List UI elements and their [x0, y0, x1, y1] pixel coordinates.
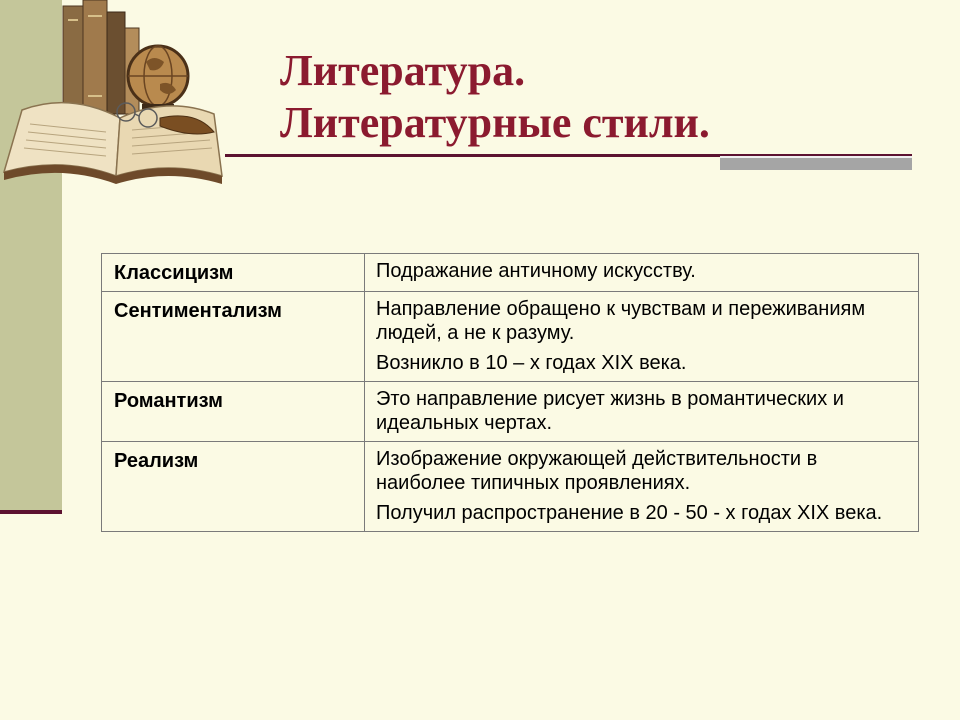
- style-name: Сентиментализм: [102, 292, 365, 382]
- table-row: [102, 292, 919, 382]
- description-paragraph: Это направление рисует жизнь в романтических и идеальных чертах.: [376, 388, 844, 434]
- style-description: [365, 254, 919, 292]
- literary-styles-table: [101, 253, 919, 532]
- table-row: [102, 382, 919, 442]
- title-rule-shadow: [720, 156, 912, 170]
- description-paragraph: Направление обращено к чувствам и переживаниям людей, а не к разуму.: [376, 298, 866, 344]
- title-line-1: Литература.: [280, 46, 526, 95]
- style-name: Реализм: [102, 442, 365, 532]
- style-description: [365, 382, 919, 442]
- style-name: Классицизм: [102, 254, 365, 292]
- table-row: [102, 254, 919, 292]
- title-line-2: Литературные стили.: [280, 98, 710, 147]
- style-description: [365, 442, 919, 532]
- style-name: Романтизм: [102, 382, 365, 442]
- books-illustration: [0, 0, 232, 190]
- band-underline: [0, 510, 62, 514]
- description-paragraph: Получил распространение в 20 - 50 - х годах XIX века.: [376, 502, 883, 524]
- description-paragraph: Возникло в 10 – х годах XIX века.: [376, 352, 687, 374]
- description-paragraph: Подражание античному искусству.: [376, 260, 696, 282]
- style-description: [365, 292, 919, 382]
- slide-title: [280, 45, 710, 149]
- description-paragraph: Изображение окружающей действительности в наиболее типичных проявлениях.: [376, 448, 818, 494]
- table-row: [102, 442, 919, 532]
